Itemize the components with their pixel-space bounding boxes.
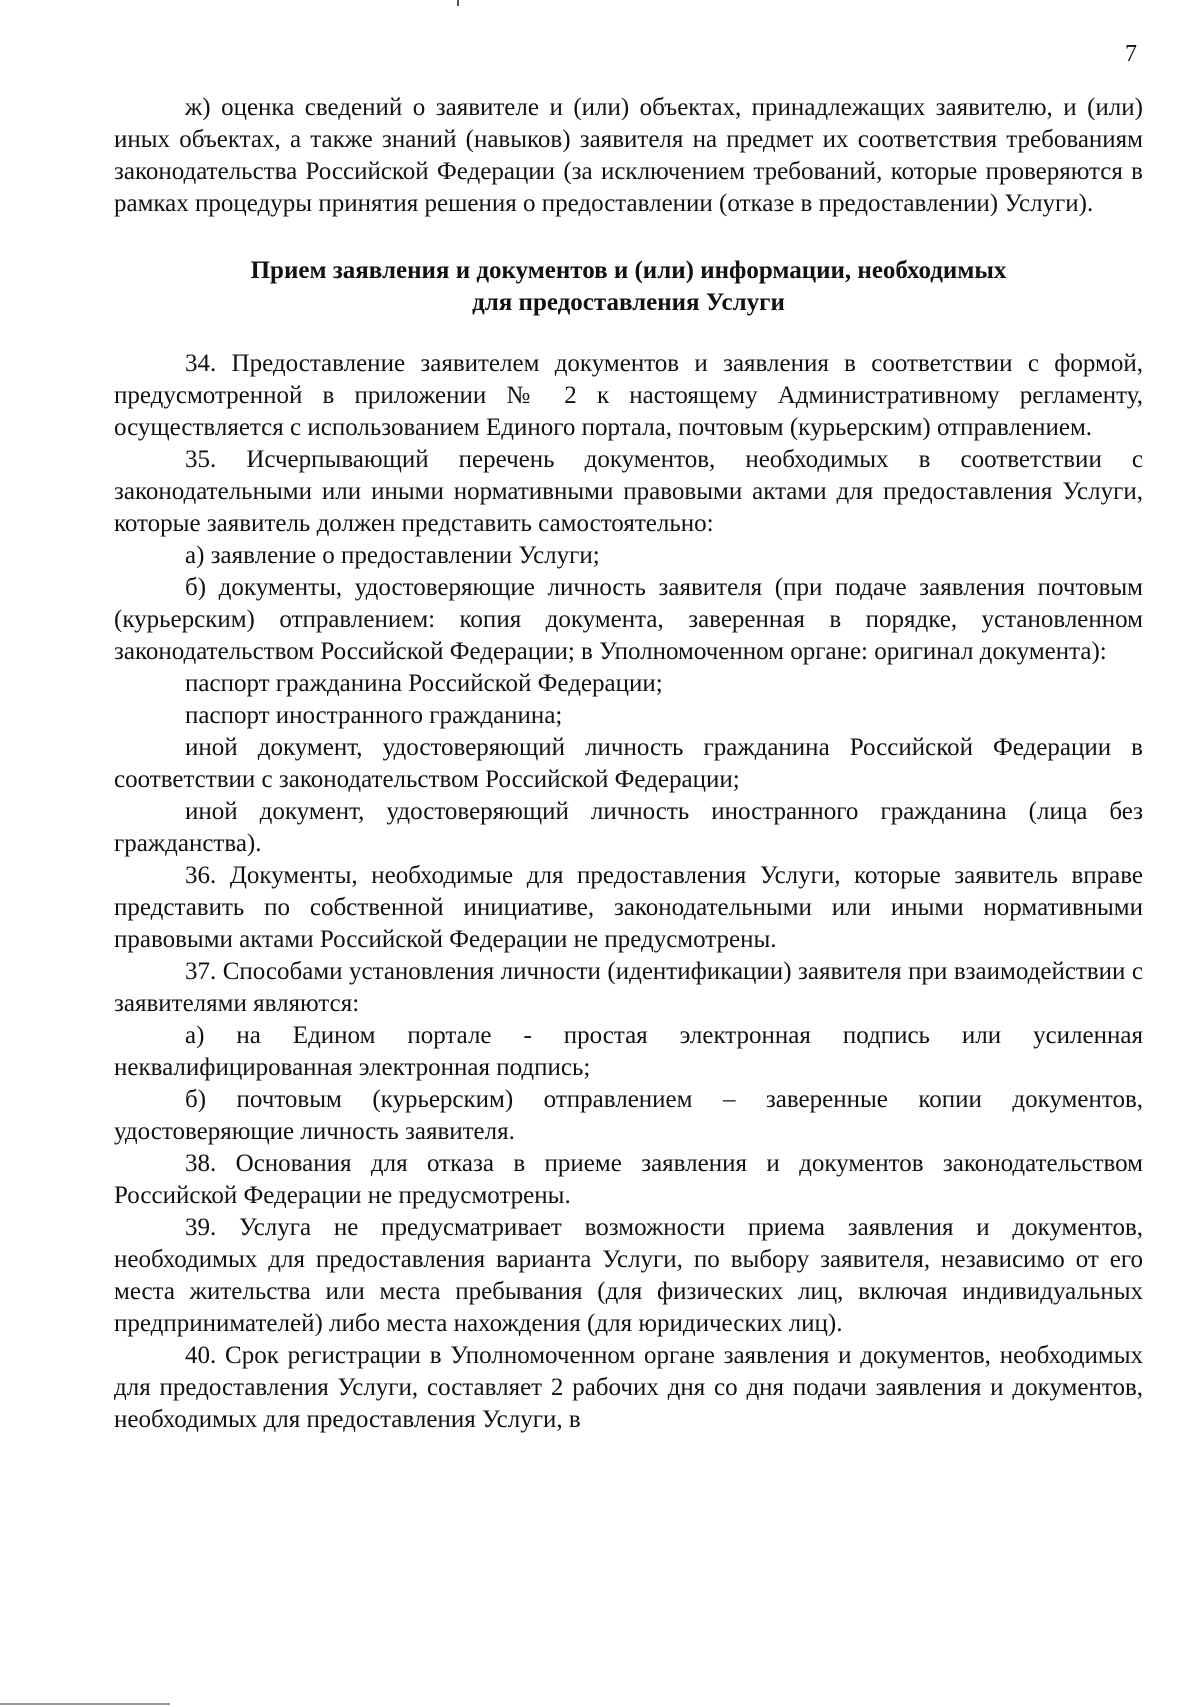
- scan-mark-bottom: [0, 1703, 170, 1705]
- intro-paragraph: ж) оценка сведений о заявителе и (или) объектах, принадлежащих заявителю, и (или) иных объектах, а также знаний (навыков) заявителя на предмет их соответствия требованиям законодательства Российской Федерации (за исключением требований, которые проверяются в рамках процедуры принятия решения о предоставлении (отказе в предоставлении) Услуги).: [114, 94, 1143, 217]
- paragraph-37: 37. Способами установления личности (идентификации) заявителя при взаимодействии с заявителями являются:: [114, 958, 1143, 1017]
- list-item-other-document-foreign: иной документ, удостоверяющий личность иностранного гражданина (лица без гражданства).: [114, 798, 1143, 857]
- section-heading: [114, 255, 1143, 319]
- section-heading-line-1: Прием заявления и документов и (или) информации, необходимых: [250, 257, 1007, 284]
- paragraph-39: 39. Услуга не предусматривает возможности приема заявления и документов, необходимых для предоставления варианта Услуги, по выбору заявителя, независимо от его места жительства или места пребывания (для физических лиц, включая индивидуальных предпринимателей) либо места нахождения (для юридических лиц).: [114, 1214, 1143, 1337]
- paragraph-35-b: б) документы, удостоверяющие личность заявителя (при подаче заявления почтовым (курьерским) отправлением: копия документа, заверенная в порядке, установленном законодательством Российской Федерации; в Уполномоченном органе: оригинал документа):: [114, 574, 1143, 665]
- paragraph-37-a: а) на Едином портале - простая электронная подпись или усиленная неквалифицированная электронная подпись;: [114, 1022, 1143, 1081]
- paragraph-36: 36. Документы, необходимые для предоставления Услуги, которые заявитель вправе представить по собственной инициативе, законодательными или иными нормативными правовыми актами Российской Федерации не предусмотрены.: [114, 862, 1143, 953]
- list-item-other-document-rf: иной документ, удостоверяющий личность гражданина Российской Федерации в соответствии с законодательством Российской Федерации;: [114, 734, 1143, 793]
- scan-mark-top: [457, 0, 459, 6]
- paragraph-35-a: а) заявление о предоставлении Услуги;: [185, 542, 600, 569]
- paragraph-35: 35. Исчерпывающий перечень документов, необходимых в соответствии с законодательными или иными нормативными правовыми актами для предоставления Услуги, которые заявитель должен представить самостоятельно:: [114, 446, 1143, 537]
- paragraph-34: 34. Предоставление заявителем документов и заявления в соответствии с формой, предусмотренной в приложении № 2 к настоящему Административному регламенту, осуществляется с использованием Единого портала, почтовым (курьерским) отправлением.: [114, 350, 1143, 441]
- list-item-passport-rf: паспорт гражданина Российской Федерации;: [185, 670, 663, 697]
- paragraph-37-b: б) почтовым (курьерским) отправлением – заверенные копии документов, удостоверяющие личность заявителя.: [114, 1086, 1143, 1145]
- page-number: 7: [1125, 41, 1137, 67]
- section-heading-line-2: для предоставления Услуги: [472, 289, 785, 316]
- list-item-passport-foreign: паспорт иностранного гражданина;: [185, 702, 563, 729]
- document-body: [114, 92, 1143, 1436]
- paragraph-38: 38. Основания для отказа в приеме заявления и документов законодательством Российской Федерации не предусмотрены.: [114, 1150, 1143, 1209]
- paragraph-40: 40. Срок регистрации в Уполномоченном органе заявления и документов, необходимых для предоставления Услуги, составляет 2 рабочих дня со дня подачи заявления и документов, необходимых для предоставления Услуги, в: [114, 1342, 1143, 1433]
